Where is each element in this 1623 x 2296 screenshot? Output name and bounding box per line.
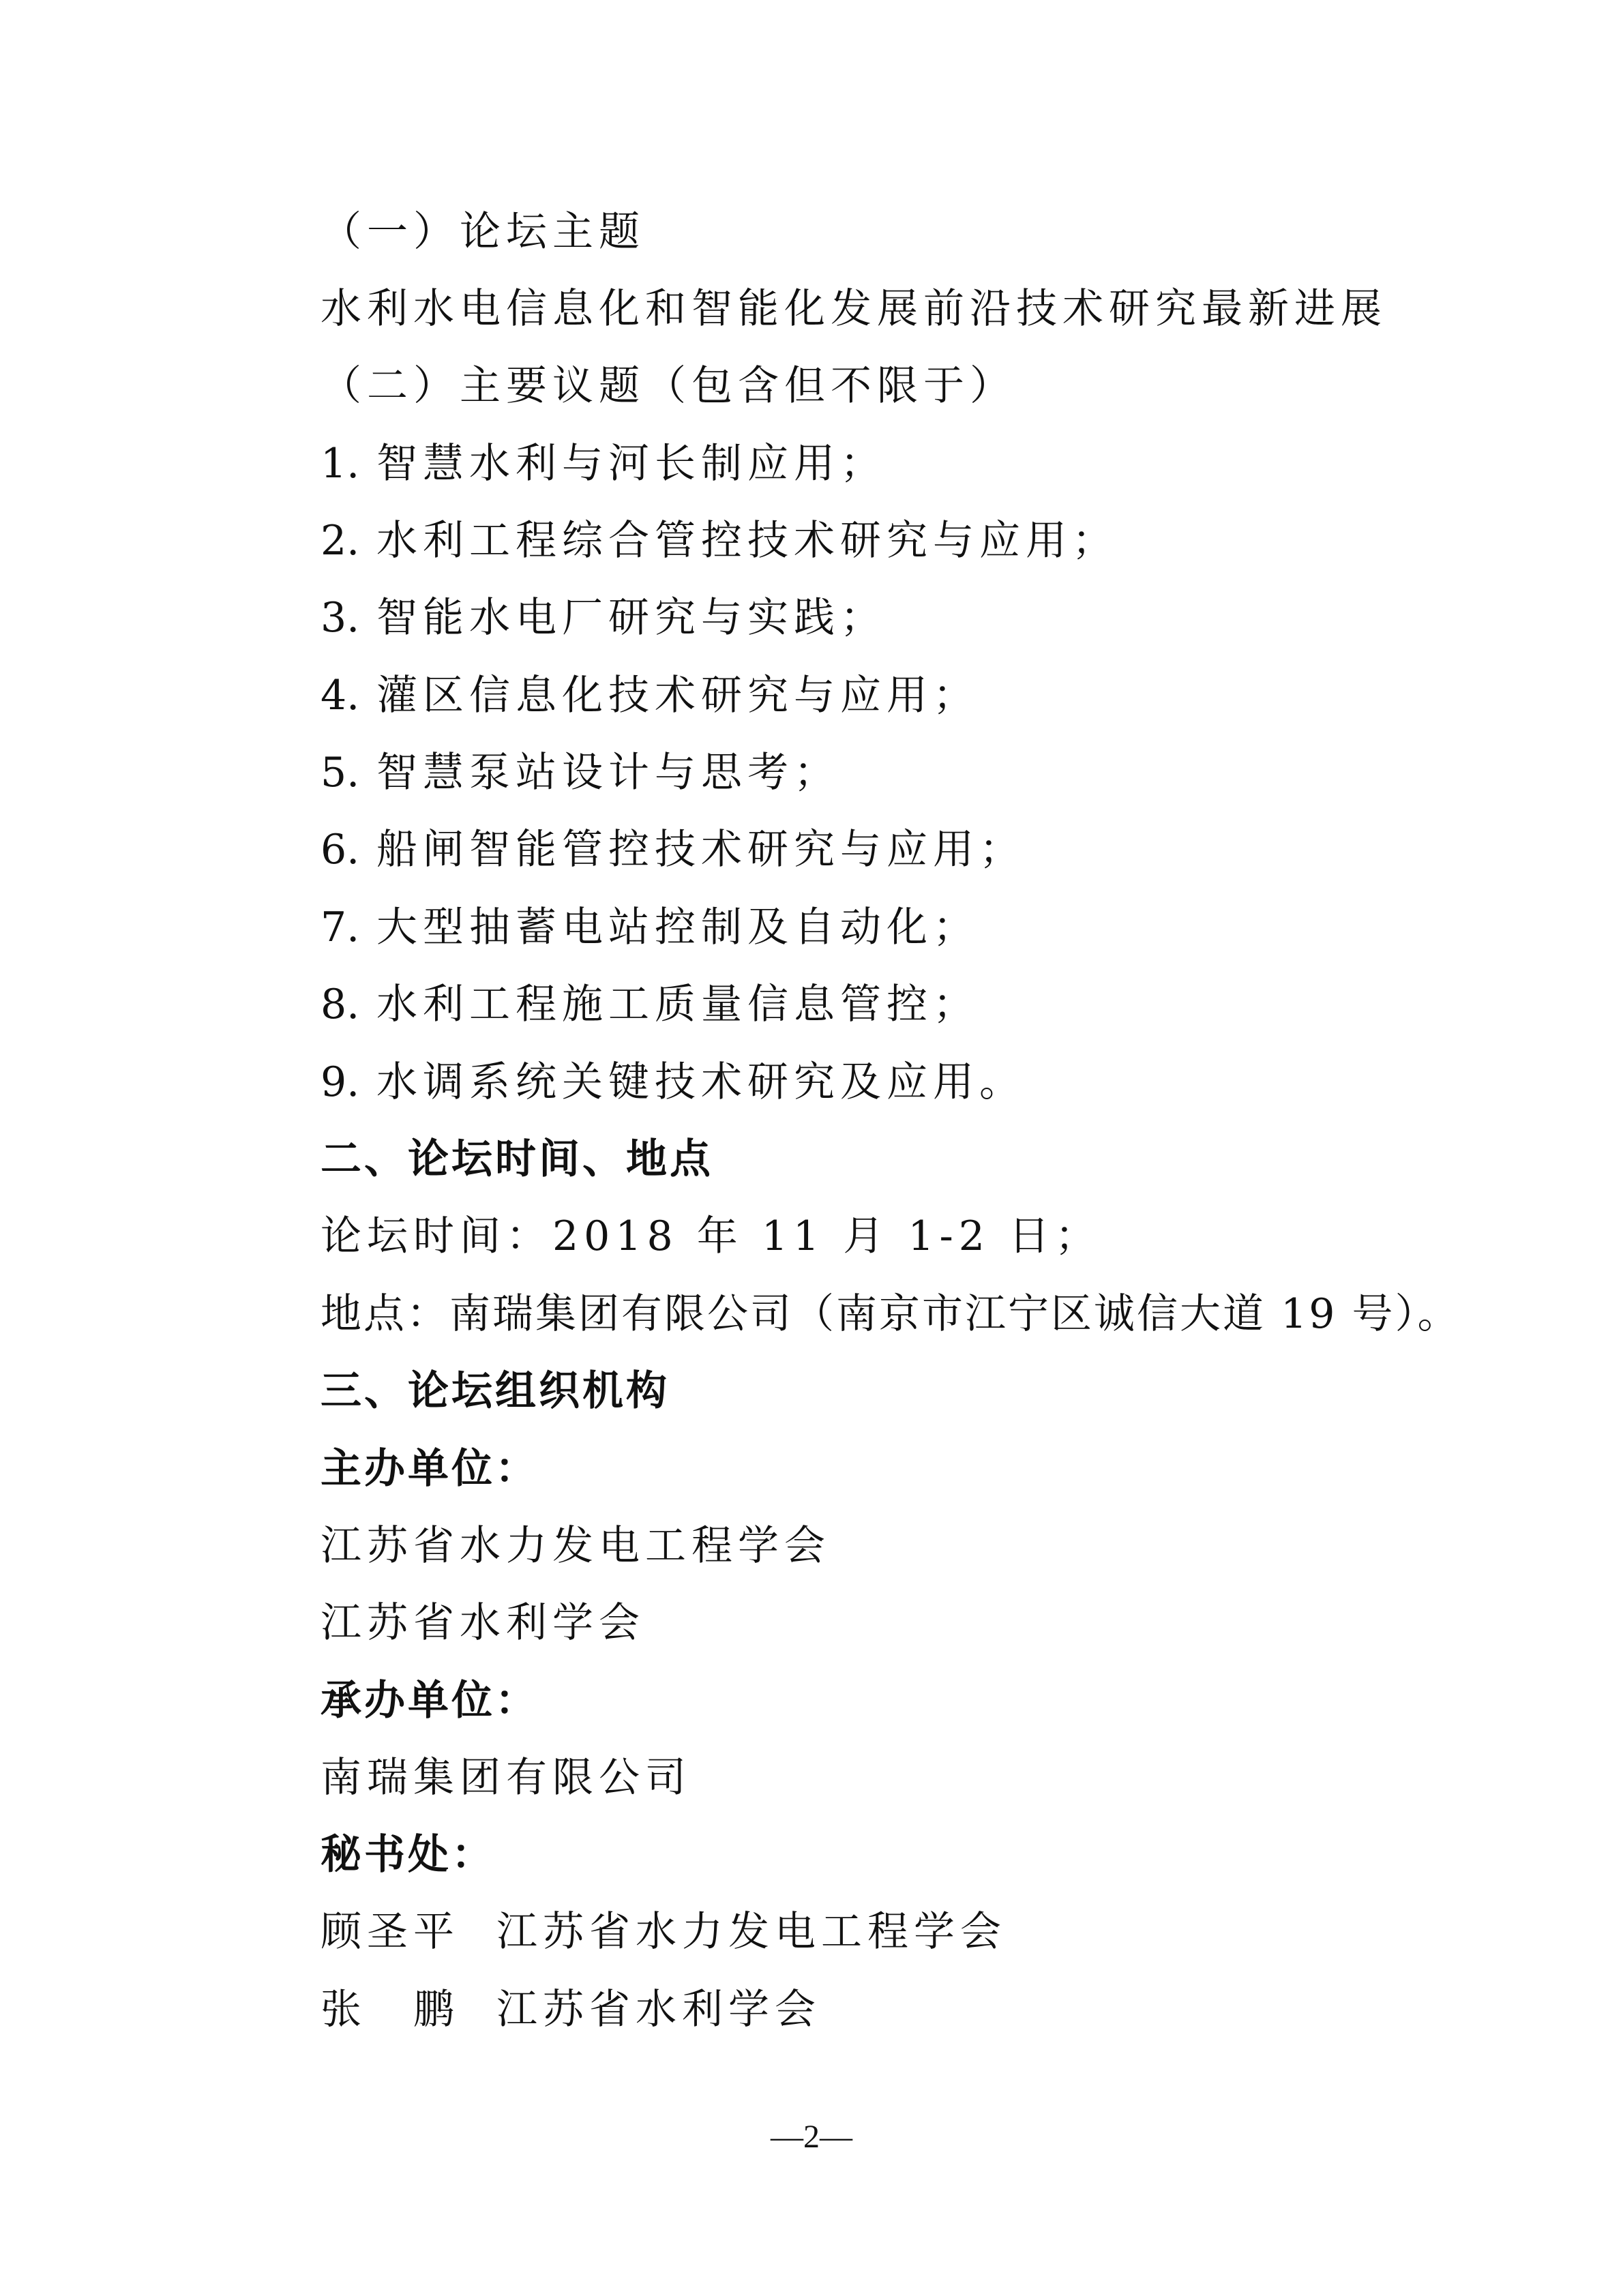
- page-number: —2—: [771, 2119, 852, 2155]
- topic-item: [321, 440, 887, 488]
- topic-number: 2.: [321, 517, 360, 565]
- host-item: 江苏省水利学会: [321, 1599, 645, 1647]
- topic-text: 智慧泵站设计与思考；: [376, 749, 840, 796]
- topic-number: 7.: [321, 904, 360, 951]
- topic-item: [321, 672, 979, 719]
- topic-item: [321, 981, 979, 1028]
- topic-number: 9.: [321, 1058, 360, 1106]
- topic-text: 智能水电厂研究与实践；: [376, 594, 887, 642]
- topic-text: 船闸智能管控技术研究与应用；: [376, 826, 1026, 874]
- topic-text: 水利工程综合管控技术研究与应用；: [376, 517, 1118, 565]
- secretariat-org: 江苏省水利学会: [496, 1986, 821, 2033]
- topic-item: [321, 1058, 1026, 1106]
- topic-number: 1.: [321, 440, 360, 488]
- topic-item: [321, 594, 887, 642]
- host-label: 主办单位：: [321, 1445, 539, 1493]
- topic-text: 水调系统关键技术研究及应用。: [376, 1058, 1026, 1106]
- forum-time: 论坛时间：2018 年 11 月 1-2 日；: [321, 1212, 1102, 1260]
- organizer-name: 南瑞集团有限公司: [321, 1754, 691, 1802]
- theme-heading: （一）论坛主题: [321, 208, 645, 256]
- time-place-heading: 二、论坛时间、地点: [321, 1135, 713, 1183]
- theme-text: 水利水电信息化和智能化发展前沿技术研究最新进展: [321, 285, 1387, 333]
- topic-item: [321, 826, 1026, 874]
- organization-heading: 三、论坛组织机构: [321, 1367, 670, 1415]
- topic-item: [321, 517, 1118, 565]
- secretariat-name: 顾圣平: [321, 1908, 460, 1956]
- topic-number: 6.: [321, 826, 360, 874]
- topic-number: 5.: [321, 749, 360, 796]
- forum-place: 地点：南瑞集团有限公司（南京市江宁区诚信大道 19 号）。: [321, 1290, 1461, 1338]
- secretariat-org: 江苏省水力发电工程学会: [496, 1908, 1007, 1956]
- topic-number: 4.: [321, 672, 360, 719]
- topics-heading: （二）主要议题（包含但不限于）: [321, 362, 1016, 410]
- topic-item: [321, 749, 840, 796]
- topic-number: 8.: [321, 981, 360, 1028]
- topic-text: 大型抽蓄电站控制及自动化；: [376, 904, 979, 951]
- topic-item: [321, 904, 979, 951]
- secretariat-row: [321, 1908, 1007, 1956]
- secretariat-name: 张 鹏: [321, 1986, 460, 2033]
- secretariat-label: 秘书处：: [321, 1831, 495, 1879]
- host-item: 江苏省水力发电工程学会: [321, 1522, 831, 1570]
- topic-text: 智慧水利与河长制应用；: [376, 440, 887, 488]
- organizer-label: 承办单位：: [321, 1677, 539, 1725]
- topic-text: 水利工程施工质量信息管控；: [376, 981, 979, 1028]
- topic-text: 灌区信息化技术研究与应用；: [376, 672, 979, 719]
- topic-number: 3.: [321, 594, 360, 642]
- secretariat-row: [321, 1986, 821, 2033]
